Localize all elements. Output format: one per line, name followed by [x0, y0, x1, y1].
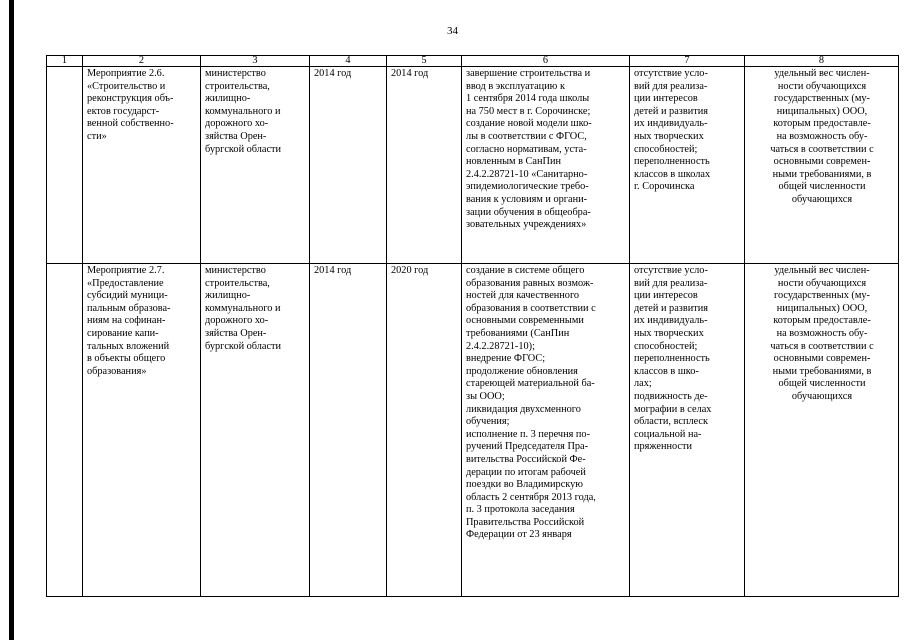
column-header: 8 [745, 56, 899, 67]
indicator-cell: удельный вес числен- ности обучающихся государственных (му- ниципальных) ООО, которым предоставле- на возможность обу- чаться в соответствии с основными современ- ными требованиями, в общей численности обучающихся [745, 67, 899, 264]
executor-cell: министерство строительства, жилищно- коммунального и дорожного хо- зяйства Орен- бургской области [201, 67, 310, 264]
indicator-cell: удельный вес числен- ности обучающихся государственных (му- ниципальных) ООО, которым предоставле- на возможность обу- чаться в соответствии с основными современ- ными требованиями, в общей численности обучающихся [745, 264, 899, 597]
measures-table [46, 55, 899, 597]
table-row [47, 67, 899, 264]
consequences-cell: отсутствие усло- вий для реализа- ции интересов детей и развития их индивидуаль- ных творческих способностей; переполненность классов в шко- лах; подвижность де- мографии в селах области, всплеск социальной на- пряженности [630, 264, 745, 597]
expected-result-cell: создание в системе общего образования равных возмож- ностей для качественного образования в соответствии с основными современными требованиями (СанПин 2.4.2.28721-10); внедрение ФГОС; продолжение обновления стареющей материальной ба- зы ООО; ликвидация двухсменного обучения; исполнение п. 3 перечня по- ручений Председателя Пра- вительства Российской Фе- дерации по итогам рабочей поездки во Владимирскую область 2 сентября 2013 года, п. 3 протокола заседания Правительства Российской Федерации от 23 января [462, 264, 630, 597]
start-year-cell: 2014 год [310, 67, 387, 264]
column-header: 1 [47, 56, 83, 67]
expected-result-cell: завершение строительства и ввод в эксплуатацию к 1 сентября 2014 года школы на 750 мест в г. Сорочинске; создание новой модели шко- лы в соответствии с ФГОС, согласно нормативам, уста- новленным в СанПин 2.4.2.28721-10 «Санитарно- эпидемиологические требо- вания к условиям и органи- зации обучения в общеобра- зовательных учреждениях» [462, 67, 630, 264]
event-cell: Мероприятие 2.7. «Предоставление субсидий муници- пальным образова- ниям на софинан- сирование капи- тальных вложений в объекты общего образования» [83, 264, 201, 597]
table-row [47, 264, 899, 597]
row-number-cell [47, 67, 83, 264]
column-header: 5 [387, 56, 462, 67]
column-header: 6 [462, 56, 630, 67]
table-header-row [47, 56, 899, 67]
end-year-cell: 2020 год [387, 264, 462, 597]
page-edge-bar [9, 0, 14, 640]
event-cell: Мероприятие 2.6. «Строительство и реконструкция объ- ектов государст- венной собственно- сти» [83, 67, 201, 264]
column-header: 4 [310, 56, 387, 67]
end-year-cell: 2014 год [387, 67, 462, 264]
start-year-cell: 2014 год [310, 264, 387, 597]
row-number-cell [47, 264, 83, 597]
page-number: 34 [447, 25, 458, 37]
executor-cell: министерство строительства, жилищно- коммунального и дорожного хо- зяйства Орен- бургской области [201, 264, 310, 597]
consequences-cell: отсутствие усло- вий для реализа- ции интересов детей и развития их индивидуаль- ных творческих способностей; переполненность классов в школах г. Сорочинска [630, 67, 745, 264]
column-header: 2 [83, 56, 201, 67]
column-header: 7 [630, 56, 745, 67]
column-header: 3 [201, 56, 310, 67]
